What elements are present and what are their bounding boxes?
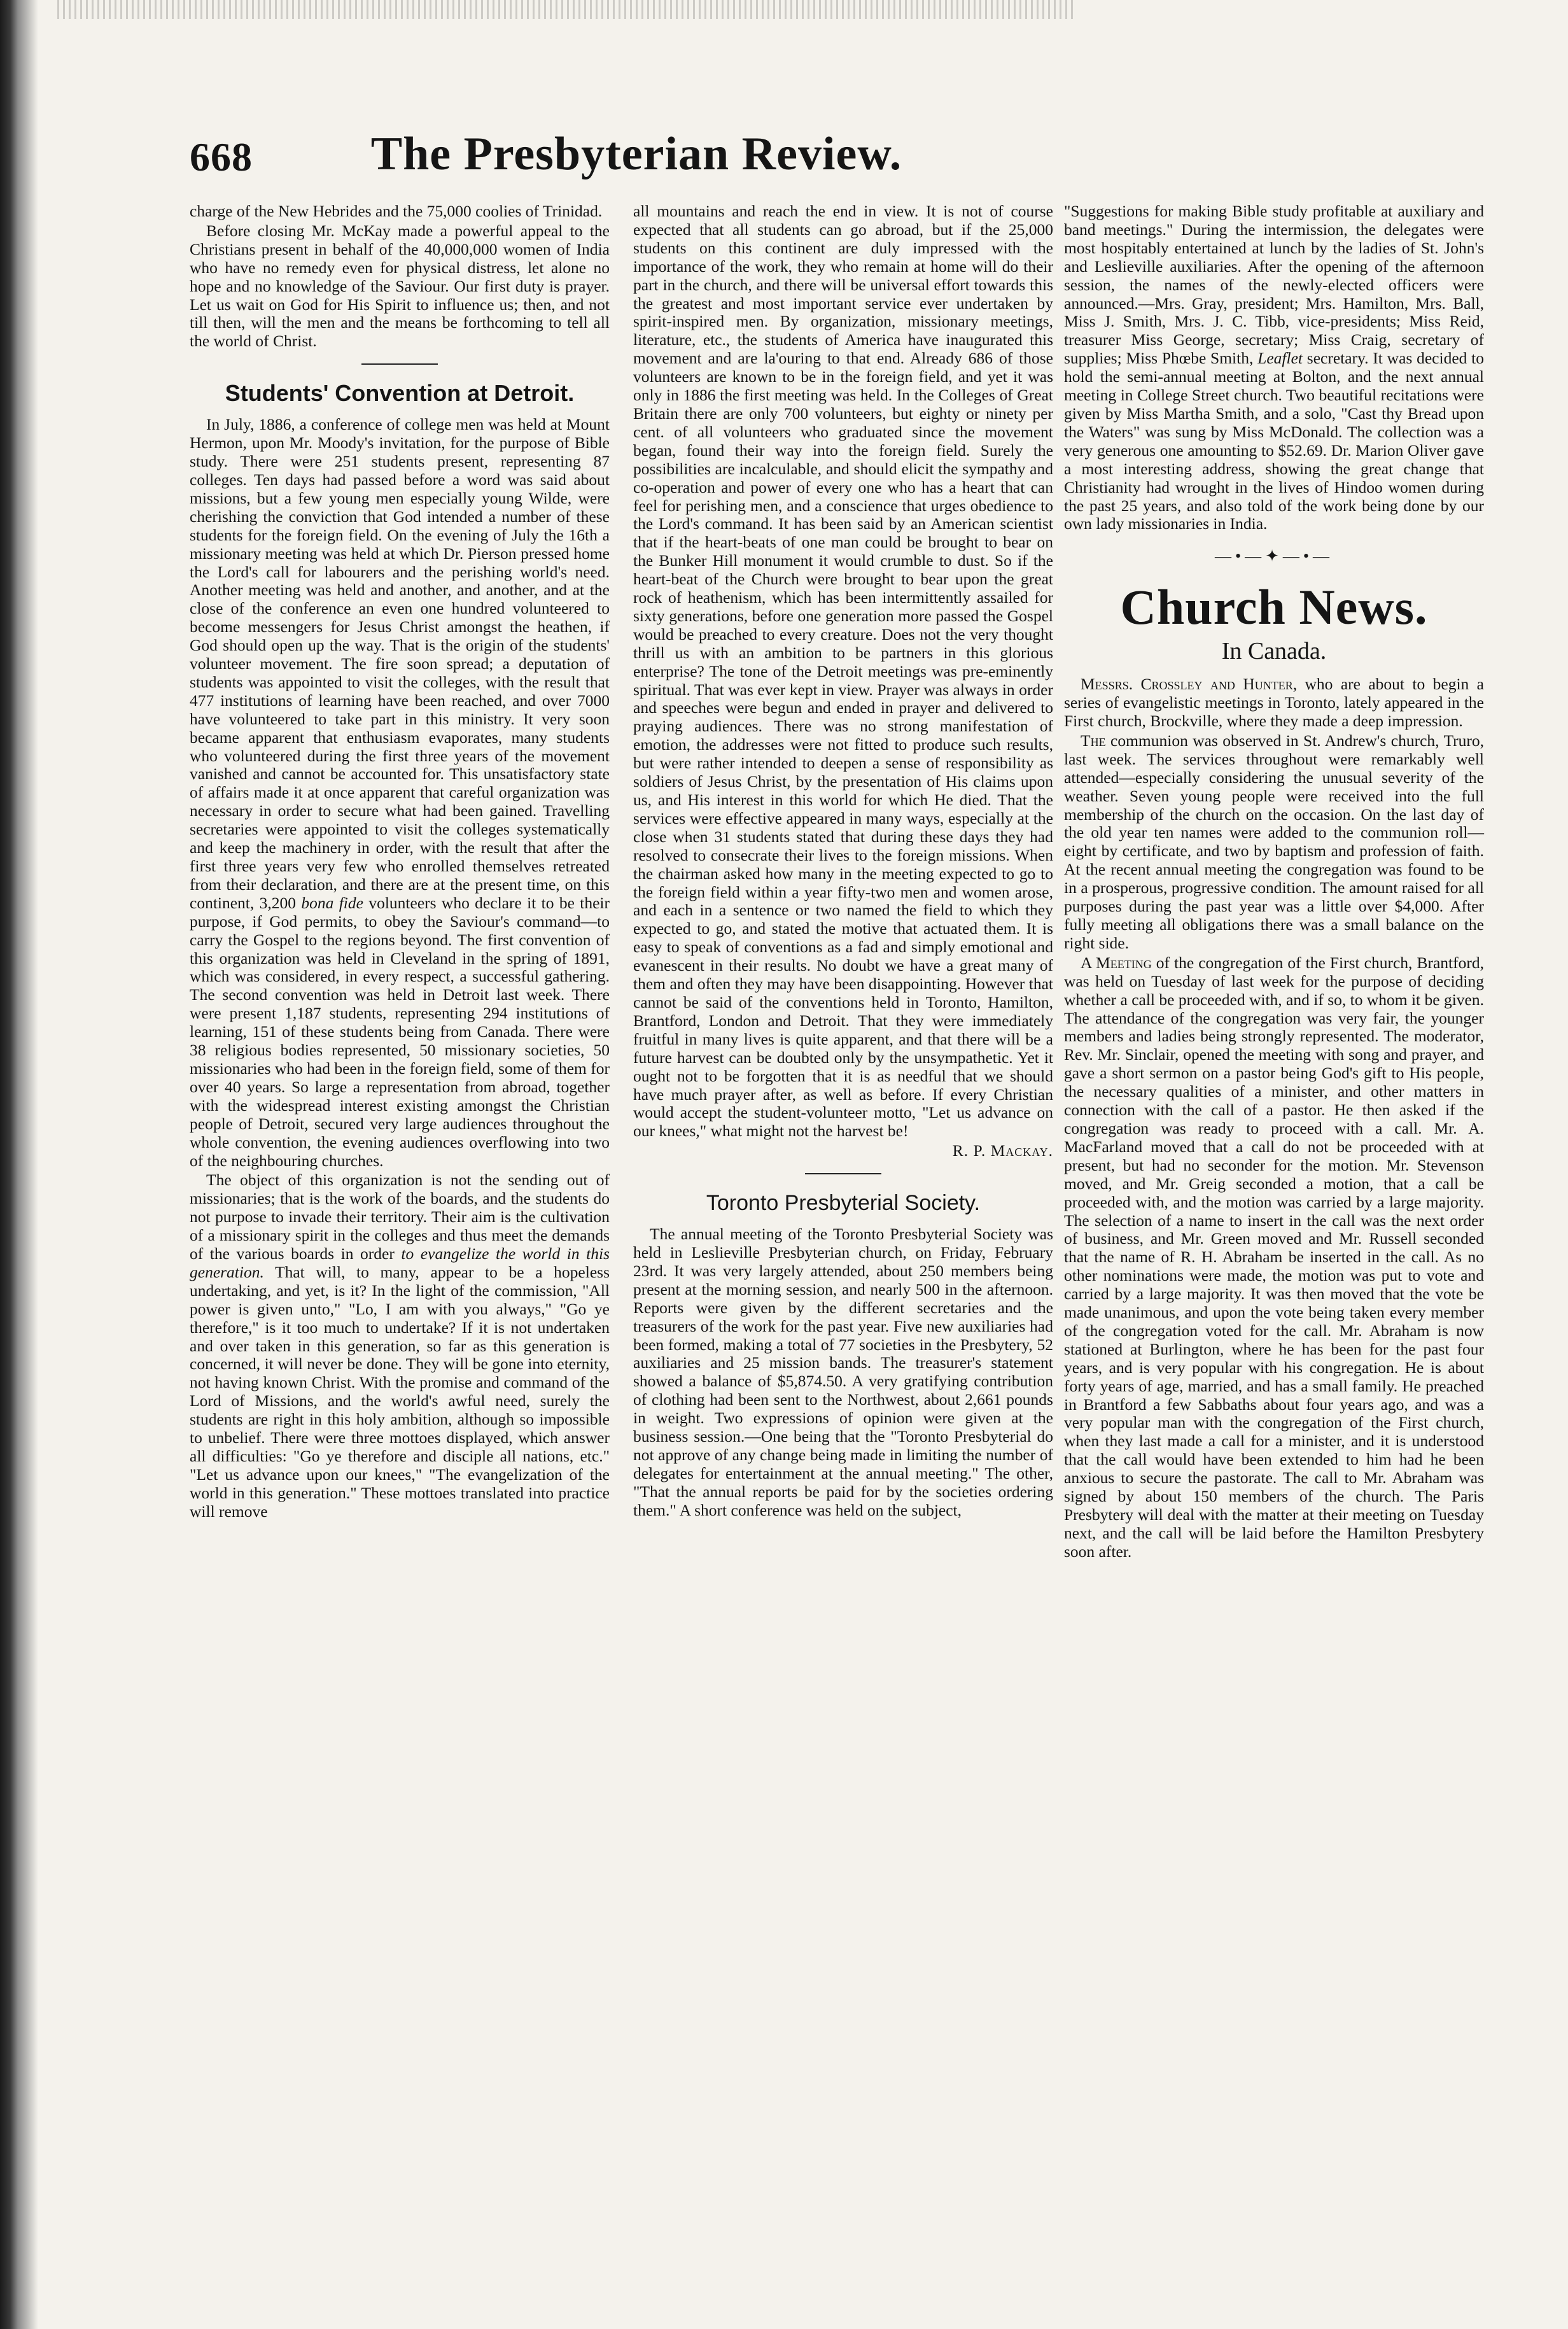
section-subheading: In Canada.	[1221, 638, 1327, 665]
section-heading: Church News.	[1120, 579, 1428, 635]
article-heading: Toronto Presbyterial Society.	[706, 1191, 981, 1216]
paragraph: all mountains and reach the end in view. It is not of course expected that all students can go abroad, but if the 25,000 students on this continent are duly impressed with the importance of the work, they who remain at home will do their part in the church, and there will be universal effort towards this the greatest and most important service ever undertaken by spirit-inspired men. By organization, missionary meetings, literature, etc., the students of America have inaugurated this movement and are la'ouring to that end. Already 686 of those volunteers are known to be in the foreign field, and yet it was only in 1886 the first meeting was held. In the Colleges of Great Britain there are only 700 volunteers, but eighty or ninety per cent. of all volunteers who graduated since the movement began, found their way into the foreign field. Surely the possibilities are incalculable, and should elicit the sympathy and co-operation and power of every one who has a heart that can feel for perishing men, and a conscience that urges obedience to the Lord's command. It has been said by an American scientist that if the heart-beats of one man could be brought to bear on the Bunker Hill monument it would crumble to dust. So if the heart-beat of the Church were brought to bear upon the great rock of heathenism, which has been intermittently assailed for sixty generations, before one generation more passed the Gospel would be preached to every creature. Does not the very thought thrill us with an ambition to be partners in this glorious enterprise? The tone of the Detroit meetings was pre-eminently spiritual. That was ever kept in view. Prayer was always in order and speeches were begun and ended in prayer and delivered to praying audiences. There was no strong manifestation of emotion, the addresses were not fitted to produce such results, but were rather intended to deepen a sense of responsibility as soldiers of Jesus Christ, by the presentation of His claims upon us, and His interest in this world for which He died. That the services were effective appeared in many ways, especially at the close when 31 students stated that during these days they had resolved to consecrate their lives to the foreign missions. When the chairman asked how many in the meeting expected to go to the foreign field within a year fifty-two men and women arose, and each in a sentence or two named the field to which they expected to go, and stated the motive that actuated them. It is easy to speak of conventions as a fad and simply emotional and evanescent in their results. No doubt we have a great many of them and often they may have been disappointing. However that cannot be said of the conventions held in Toronto, Hamilton, Brantford, London and Detroit. That they were immediately fruitful in many lives is quite apparent, and that there will be a future harvest can be doubted only by the unsympathetic. Yet it ought not to be forgotten that it is as needful that we should have much prayer after, as well as before. If every Christian would accept the student-volunteer motto, "Let us advance on our knees," what might not the harvest be!	[633, 202, 1053, 1141]
paragraph: charge of the New Hebrides and the 75,000 coolies of Trinidad.	[190, 202, 603, 220]
text-run: who are about to begin a series of evangelistic meetings in Toronto, lately appeared in the First church, Brockville, where they made a deep impression.	[1064, 675, 1484, 731]
italic-run: bona fide	[301, 893, 363, 912]
text-run: volunteers who declare it to be their purpose, if God permits, to obey the Saviour's command—to carry the Gospel to the regions beyond. The first convention of this organization was held in Cleveland in the spring of 1891, which was considered, in every respect, a successful gathering. The second convention was held in Detroit last week. There were present 1,187 students, representing 294 institutions of learning, 151 of these students being from Canada. There were 38 religious bodies represented, 50 missionary societies, 50 missionaries who had been in the foreign field, some of them for over 40 years. So large a representation from abroad, together with the widespread interest existing amongst the Christian people of Detroit, secured very large audiences throughout the whole convention, the evening audiences overflowing into two of the neighbouring churches.	[190, 893, 610, 1170]
column-3	[1064, 202, 1484, 1563]
ornament-rule: —•—✦—•—	[1215, 547, 1333, 566]
text-run: communion was observed in St. Andrew's church, Truro, last week. The services throughout were remarkably well attended—especially considering the unusual severity of the weather. Seven young people were received into the full membership of the church on the occasion. On the last day of the old year ten names were added to the communion roll—eight by certificate, and two by baptism and profession of faith. At the recent annual meeting the congregation was found to be in a prosperous, progressive condition. The amount raised for all purposes during the past year was a little over $4,000. After fully meeting all obligations there was a small balance on the right side.	[1064, 731, 1485, 952]
text-run: "Suggestions for making Bible study profitable at auxiliary and band meetings." During the intermission, the delegates were most hospitably entertained at lunch by the ladies of St. John's and Leslieville auxiliaries. After the opening of the afternoon session, the names of the newly-elected officers were announced.—Mrs. Gray, president; Mrs. Hamilton, Mrs. Ball, Miss J. Smith, Mrs. J. C. Tibb, vice-presidents; Miss Reid, treasurer Miss George, secretary; Miss Craig, secretary of supplies; Miss Phœbe Smith,	[1064, 202, 1484, 368]
paragraph: Before closing Mr. McKay made a powerful appeal to the Christians present in behalf of the 40,000,000 women of India who have no remedy even for physical distress, let alone no hope and no knowledge of the Saviour. Our first duty is prayer. Let us wait on God for His Spirit to influence us; then, and not till then, will the men and the means be forthcoming to tell all the world of Christ.	[190, 221, 610, 351]
italic-run: Leaflet	[1257, 349, 1303, 368]
text-run: That will, to many, appear to be a hopeless undertaking, and yet, is it? In the light of the commission, "All power is given unto," "Lo, I am with you always," "Go ye therefore," is it too much to undertake? If it is not undertaken and over taken in this generation, so far as this generation is concerned, it will never be done. They will be gone into eternity, not having known Christ. With the promise and command of the Lord of Missions, and the world's awful need, surely the students are right in this holy ambition, although so impossible to unbelief. There were three mottoes displayed, which answer all difficulties: "Go ye therefore and disciple all nations, etc." "Let us advance upon our knees," "The evangelization of the world in this generation." These mottoes translated into practice will remove	[190, 1262, 610, 1521]
paragraph: The annual meeting of the Toronto Presbyterial Society was held in Leslieville Presbyterian church, on Friday, February 23rd. It was very largely attended, about 250 members being present at the morning session, and nearly 500 in the afternoon. Reports were given by the different secretaries and the treasurers of the work for the past year. Five new auxiliaries had been formed, making a total of 77 societies in the Presbytery, 52 auxiliaries and 25 mission bands. The treasurer's statement showed a balance of $5,874.50. A very gratifying contribution of clothing had been sent to the Northwest, about 2,661 pounds in weight. Two expressions of opinion were given at the business session.—One being that the "Toronto Presbyterial do not approve of any change being made in limiting the number of delegates for entertainment at the annual meeting." The other, "That the annual reports be paid for by the societies ordering them." A short conference was held on the subject,	[633, 1225, 1053, 1519]
paragraph	[1064, 675, 1484, 731]
section-rule	[361, 363, 438, 365]
paragraph	[1064, 202, 1484, 533]
article-heading: Students' Convention at Detroit.	[225, 380, 575, 407]
text-run: The object of this organization is not the sending out of missionaries; that is the work of the boards, and the students do not purpose to invade their territory. Their aim is the cultivation of a missionary spirit in the colleges and thus meet the demands of the various boards in order	[190, 1171, 610, 1263]
paragraph	[190, 416, 610, 1170]
page-number: 668	[190, 134, 253, 179]
column-1	[190, 202, 610, 1523]
paragraph	[1064, 732, 1484, 953]
paragraph	[190, 1171, 610, 1521]
page-header	[190, 127, 1083, 197]
paragraph	[1064, 954, 1484, 1561]
lead-in: A Meeting	[1081, 953, 1152, 972]
text-run: secretary. It was decided to hold the semi-annual meeting at Bolton, and the next annual meeting in College Street church. Two beautiful recitations were given by Miss Martha Smith, and a solo, "Cast thy Bread upon the Waters" was sung by Miss McDonald. The collection was a very generous one amounting to $52.69. Dr. Marion Oliver gave a most interesting address, showing the great change that Christianity had wrought in the lives of Hindoo women during the past 25 years, and also told of the work being done by our own lady missionaries in India.	[1064, 349, 1485, 533]
italic-run: to evangelize the world in this generation.	[190, 1244, 610, 1281]
lead-in: The	[1081, 731, 1106, 750]
text-run: of the congregation of the First church, Brantford, was held on Tuesday of last week for the purpose of deciding whether a call be proceeded with, and if so, to whom it be given. The attendance of the congregation was very fair, the younger members and ladies being strongly represented. The moderator, Rev. Mr. Sinclair, opened the meeting with song and prayer, and gave a short sermon on a pastor being God's gift to His people, the necessary qualities of a minister, and other matters in connection with the call of a pastor. He then asked if the congregation was ready to proceed with a call. Mr. A. MacFarland moved that a call do not be proceeded with at present, but had no seconder for the motion. Mr. Stevenson moved, and Mr. Greig seconded a motion, that a call be proceeded with, and the motion was carried by a large majority. The selection of a name to insert in the call was the next order of business, and Mr. Green moved and Mr. Russell seconded that the name of R. H. Abraham be inserted in the call. As no other nominations were made, the motion was put to vote and carried by a large majority. It was then moved that the vote be made unanimous, and upon the vote being taken every member of the congregation voted for the call. Mr. Abraham is now stationed at Burlington, where he has been for the past four years, and is very popular with his congregation. He is about forty years of age, married, and has a small family. He preached in Brantford a few Sabbaths about four years ago, and was a very popular man with the congregation of the First church, when they last made a call for a minister, and it is understood that the call would have been extended to him had he been anxious to secure the pastorate. The call to Mr. Abraham was signed by about 150 members of the church. The Paris Presbytery will deal with the matter at their meeting on Tuesday next, and the call will be laid before the Hamilton Presbytery soon after.	[1064, 953, 1484, 1561]
signature: R. P. Mackay.	[952, 1141, 1053, 1160]
top-edge-noise	[57, 0, 1075, 19]
running-title: The Presbyterian Review.	[370, 128, 902, 180]
lead-in: Messrs. Crossley and Hunter,	[1081, 675, 1298, 694]
column-2	[633, 202, 1053, 1521]
binding-shadow	[0, 0, 38, 2329]
text-run: In July, 1886, a conference of college men was held at Mount Hermon, upon Mr. Moody's invitation, for the purpose of Bible study. There were 251 students present, representing 87 colleges. Ten days had passed before a word was said about missions, but a few young men especially young Wilde, were cherishing the conviction that God intended a number of these students for the foreign field. On the evening of July the 16th a missionary meeting was held at which Dr. Pierson pressed home the Lord's call for labourers and the perishing world's need. Another meeting was held and another, and another, and at the close of the conference an even one hundred volunteered to become messengers for Jesus Christ amongst the heathen, if God should open up the way. That is the origin of the students' volunteer movement. The fire soon spread; a deputation of students was appointed to visit the colleges, with the result that 477 institutions of learning have been reached, and over 7000 have volunteered to take part in this ministry. It very soon became apparent that enthusiasm evaporates, many students who volunteered during the first three years of the movement vanished and cannot be accounted for. This unsatisfactory state of affairs made it at once apparent that careful organization was necessary in order to secure what had been gained. Travelling secretaries were appointed to visit the colleges systematically and keep the machinery in order, with the result that after the first three years very few who enrolled themselves retreated from their declaration, and there are at the present time, on this continent, 3,200	[190, 415, 610, 912]
section-rule	[805, 1173, 881, 1174]
